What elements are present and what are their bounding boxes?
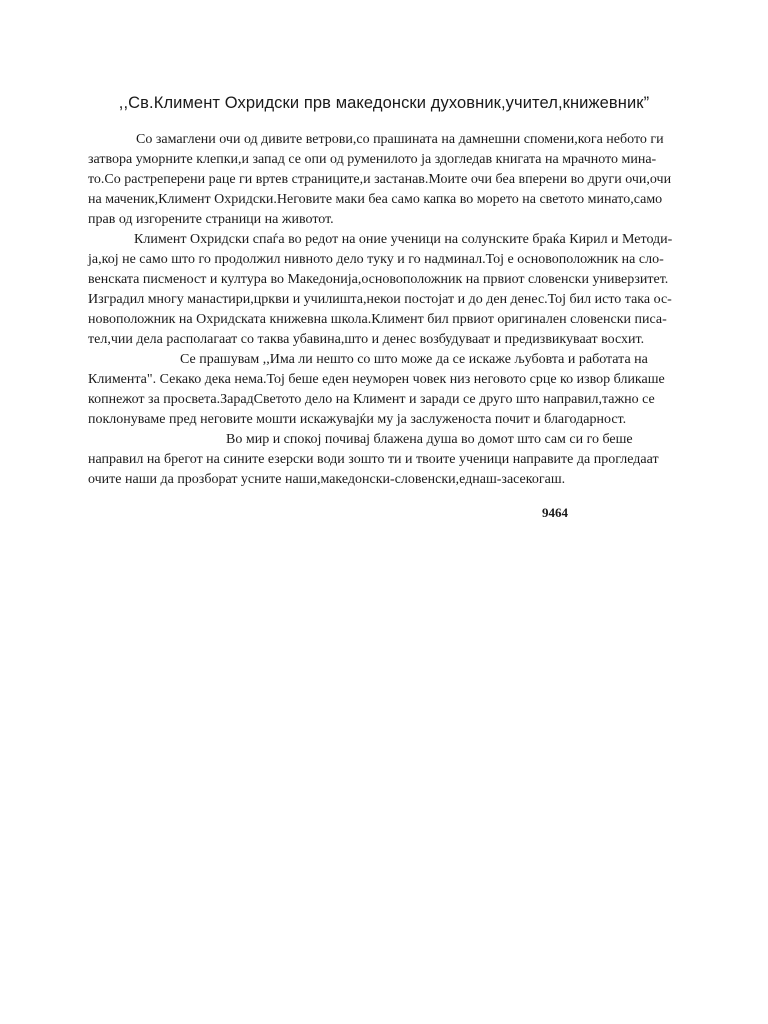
paragraph-2-line-1: Климент Охридски спаѓа во редот на оние ученици на солунските браќа Кирил и Методи- <box>134 232 673 247</box>
paragraph-2-line-5: новоположник на Охридската книжевна школа.Климент бил првиот оригинален словенски писа- <box>88 312 667 327</box>
paragraph-1-line-3: то.Со растреперени раце ги вртев страниците,и застанав.Моите очи беа вперени во други очи,очи <box>88 172 672 187</box>
paragraph-4-line-3: очите наши да прозборат усните наши,македонски-словенски,еднаш-засекогаш. <box>88 472 566 487</box>
paragraph-3-line-1: Се прашувам ,,Има ли нешто со што може да се искаже љубовта и работата на <box>180 352 648 367</box>
paragraph-1-line-5: прав од изгорените страници на животот. <box>88 212 334 227</box>
signature-number: 9464 <box>542 505 568 520</box>
paragraph-3-line-2: Климента". Секако дека нема.Тој беше еден неуморен човек низ неговото срце ко извор бликаше <box>88 372 665 387</box>
paragraph-4-line-1: Во мир и спокој почивај блажена душа во домот што сам си го беше <box>226 432 633 447</box>
document-title: ,,Св.Климент Охридски прв македонски духовник,учител,книжевник” <box>118 94 650 112</box>
paragraph-1-line-1: Со замаглени очи од дивите ветрови,со прашината на дамнешни спомени,кога небото ги <box>136 132 664 147</box>
paragraph-1-line-2: затвора уморните клепки,и запад се опи од руменилото ја здогледав книгата на мрачното мина- <box>88 152 657 167</box>
paragraph-2-line-6: тел,чии дела располагаат со таква убавина,што и денес возбудуваат и предизвикуваат восхит. <box>88 332 645 347</box>
paragraph-2-line-4: Изградил многу манастири,цркви и училишта,некои постојат и до ден денес.Тој бил исто така ос- <box>88 292 672 307</box>
paragraph-2-line-2: ја,кој не само што го продолжил нивното дело туку и го надминал.Тој е основоположник на сло- <box>88 252 664 267</box>
paragraph-4-line-2: направил на брегот на сините езерски води зошто ти и твоите ученици направите да прогледаат <box>88 452 659 467</box>
paragraph-1-line-4: на маченик,Климент Охридски.Неговите маки беа само капка во морето на светото минато,само <box>88 192 663 207</box>
paragraph-3-line-3: копнежот за просвета.ЗарадСветото дело на Климент и заради се друго што направил,тажно се <box>88 392 655 407</box>
paragraph-2-line-3: венската писменост и култура во Македонија,основоположник на првиот словенски универзитет. <box>88 272 669 287</box>
paragraph-3-line-4: поклонуваме пред неговите мошти искажувајќи му ја заслуженоста почит и благодарност. <box>88 412 627 427</box>
document-body <box>88 130 688 490</box>
